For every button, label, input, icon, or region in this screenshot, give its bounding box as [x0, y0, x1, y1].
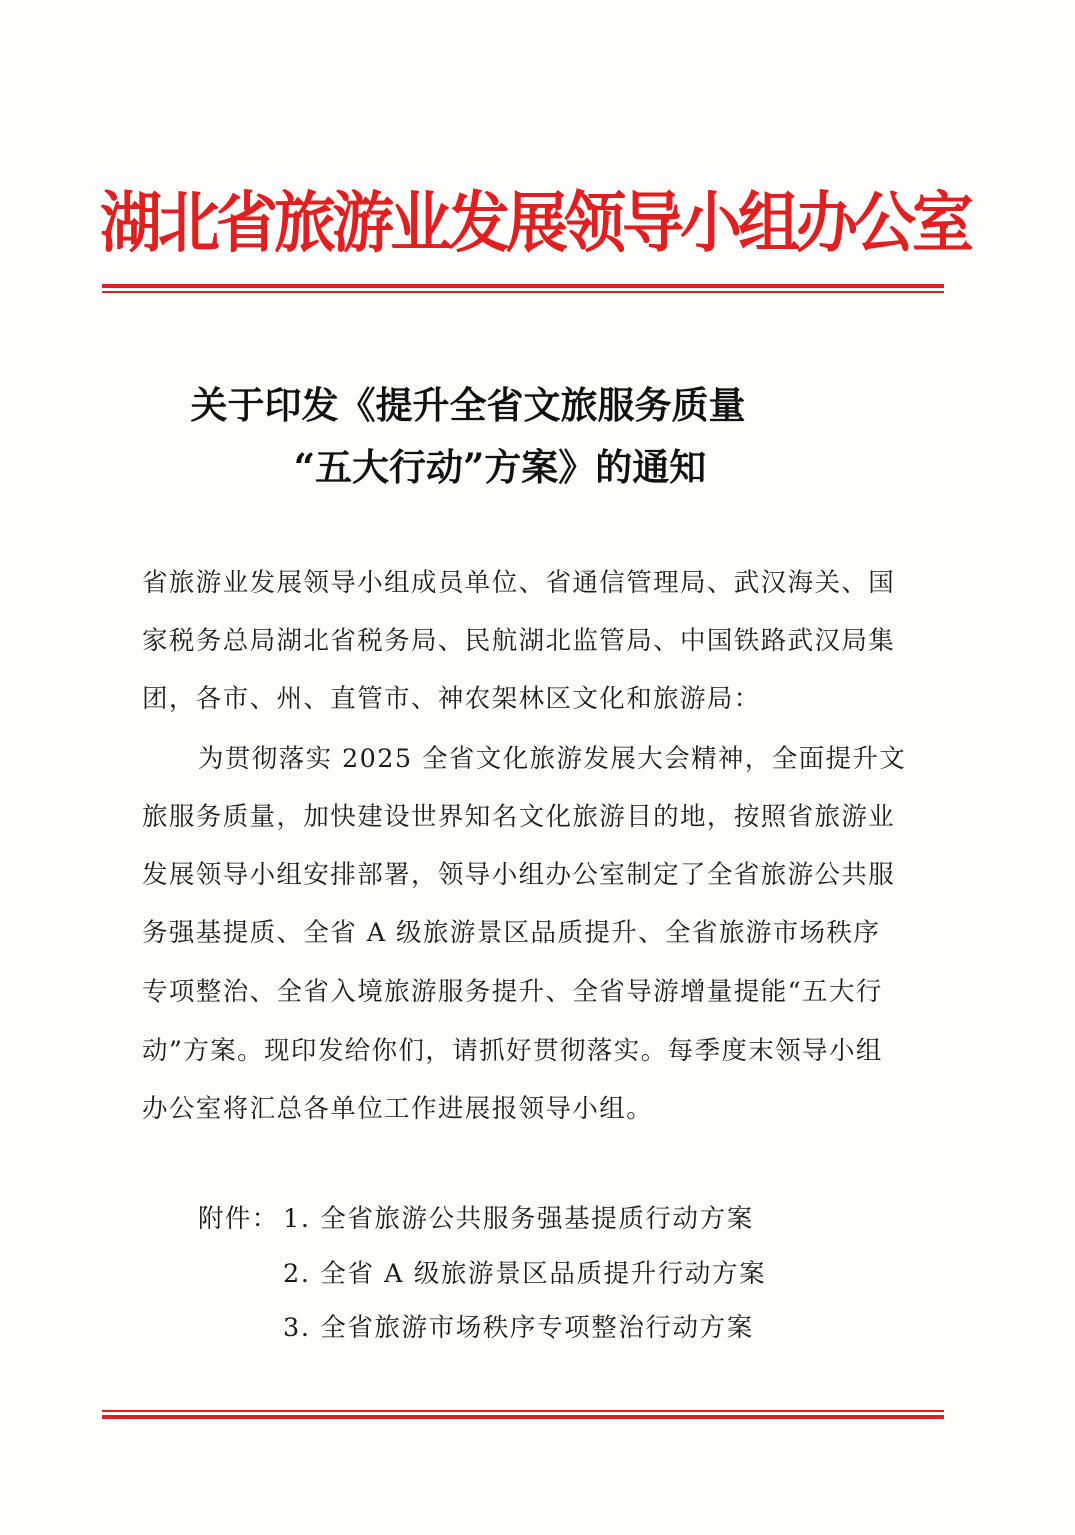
- body-paragraph-line: 动”方案。现印发给你们，请抓好贯彻落实。每季度末领导小组: [142, 1036, 883, 1066]
- body-paragraph-line: 为贯彻落实 2025 全省文化旅游发展大会精神，全面提升文: [198, 744, 907, 774]
- body-paragraph-line: 务强基提质、全省 A 级旅游景区品质提升、全省旅游市场秩序: [142, 918, 881, 948]
- footer-red-line-top: [102, 1410, 944, 1412]
- attachment-item: 2. 全省 A 级旅游景区品质提升行动方案: [283, 1259, 767, 1289]
- attachment-item: 3. 全省旅游市场秩序专项整治行动方案: [283, 1313, 754, 1343]
- issuer-masthead: 湖北省旅游业发展领导小组办公室: [100, 183, 971, 262]
- addressee-line: 团，各市、州、直管市、神农架林区文化和旅游局：: [142, 684, 761, 714]
- document-title-line2: “五大行动”方案》的通知: [293, 445, 707, 489]
- body-paragraph-line: 发展领导小组安排部署，领导小组办公室制定了全省旅游公共服: [142, 860, 896, 890]
- addressee-line: 家税务总局湖北省税务局、民航湖北监管局、中国铁路武汉局集: [142, 626, 896, 656]
- footer-red-line-bottom: [102, 1415, 944, 1419]
- addressee-line: 省旅游业发展领导小组成员单位、省通信管理局、武汉海关、国: [142, 568, 896, 598]
- document-title-line1: 关于印发《提升全省文旅服务质量: [190, 383, 746, 427]
- attachments-label: 附件：: [198, 1204, 279, 1234]
- attachment-item: 1. 全省旅游公共服务强基提质行动方案: [283, 1204, 754, 1234]
- body-paragraph-line: 旅服务质量，加快建设世界知名文化旅游目的地，按照省旅游业: [142, 802, 896, 832]
- body-paragraph-line: 办公室将汇总各单位工作进展报领导小组。: [142, 1094, 654, 1124]
- masthead-red-line-top: [102, 284, 944, 288]
- masthead-red-line-bottom: [102, 291, 944, 293]
- body-paragraph-line: 专项整治、全省入境旅游服务提升、全省导游增量提能“五大行: [142, 977, 883, 1007]
